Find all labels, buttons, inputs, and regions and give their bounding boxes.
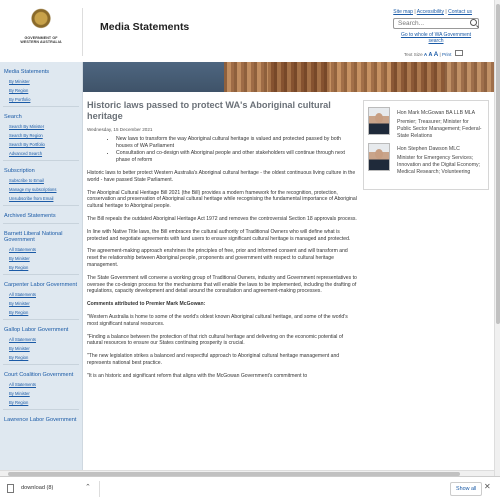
site-header xyxy=(0,0,494,62)
vertical-scrollbar[interactable] xyxy=(494,0,500,476)
text-size-controls: Text Size A A A | Print xyxy=(404,50,463,58)
sidebar-divider xyxy=(3,205,79,206)
article-paragraph: Historic laws to better protect Western Australia's Aboriginal cultural heritage - the oldest continuous living culture in the world - have passed State Parliament. xyxy=(87,170,356,183)
sidebar-divider xyxy=(3,274,79,275)
quote-paragraph: "Finding a balance between the protection of that rich cultural heritage and delivering on the economic potential of natural resources to ensure our States continuing prosperity is crucial. xyxy=(87,333,344,347)
sidebar-link[interactable]: By Region xyxy=(9,265,29,270)
article xyxy=(87,100,357,380)
sidebar-section-title[interactable]: Barnett Liberal National Government xyxy=(4,231,63,243)
sidebar-link[interactable]: Advanced Search xyxy=(9,151,43,156)
sidebar-divider xyxy=(3,106,79,107)
search-icon[interactable] xyxy=(470,19,477,26)
article-date: Wednesday, 15 December 2021 xyxy=(87,127,153,132)
sidebar-link[interactable]: By Region xyxy=(9,88,29,93)
minister-role: Premier; Treasurer; Minister for Public Sector Management; Federal-State Relations xyxy=(397,119,482,139)
sidebar-divider xyxy=(3,223,79,224)
sidebar-section-title[interactable]: Carpenter Labor Government xyxy=(4,282,78,288)
sidebar-link[interactable]: By Minister xyxy=(9,391,30,396)
sidebar-section-title[interactable]: Lawrence Labor Government xyxy=(4,417,77,423)
sidebar-section-title[interactable]: Search xyxy=(4,114,22,120)
accessibility-link[interactable]: Accessibility xyxy=(416,9,445,15)
minister-role: Minister for Emergency Services; Innovation and the Digital Economy; Medical Research; Volunteering xyxy=(397,155,481,175)
sidebar-link[interactable]: By Minister xyxy=(9,346,30,351)
summary-bullet: • New laws to transform the way Aboriginal cultural heritage is valued and protected passed by both houses of WA Parliament xyxy=(116,136,357,150)
summary-bullet: • Consultation and co-design with Aboriginal people and other stakeholders will continue through next phase of reform xyxy=(116,150,357,164)
printer-icon[interactable] xyxy=(455,50,463,56)
sidebar-link[interactable]: By Minister xyxy=(9,301,30,306)
sidebar-link[interactable]: By Portfolio xyxy=(9,97,31,102)
close-icon[interactable]: ✕ xyxy=(484,482,491,491)
quote-heading: Comments attributed to Premier Mark McGowan: xyxy=(87,301,206,308)
sidebar-section-title[interactable]: Archived Statements xyxy=(4,213,56,219)
quote-paragraph: "It is an historic and significant reform that aligns with the McGowan Government's commitment to xyxy=(87,372,308,379)
logo-text-line-2: WESTERN AUSTRALIA xyxy=(20,40,62,45)
sidebar-divider xyxy=(3,160,79,161)
sidebar-link[interactable]: Manage my subscriptions xyxy=(9,187,57,192)
sidebar-link[interactable]: By Region xyxy=(9,400,29,405)
show-all-button[interactable]: Show all xyxy=(450,482,482,496)
search-input[interactable] xyxy=(393,18,479,29)
minister-name[interactable]: Hon Stephen Dawson MLC xyxy=(397,146,460,152)
logo-text-line-1: GOVERNMENT OF xyxy=(24,36,58,40)
header-divider xyxy=(82,8,83,56)
file-icon xyxy=(7,484,14,493)
text-size-small[interactable]: A xyxy=(423,52,428,57)
chevron-up-icon[interactable]: ⌃ xyxy=(85,484,91,491)
sidebar-link[interactable]: All Statements xyxy=(9,382,36,387)
sidebar-divider xyxy=(3,364,79,365)
sidebar-link[interactable]: By Minister xyxy=(9,256,30,261)
sidebar-link[interactable]: All Statements xyxy=(9,292,36,297)
article-paragraph: In line with Native Title laws, the Bill embraces the cultural authority of Traditional Owners who will define what is protected and negotiate agreements with land users to ensure significant cultural heritage is managed and protected. xyxy=(87,228,351,242)
ministers-panel xyxy=(363,100,489,190)
top-links: Site map | Accessibility | Contact us xyxy=(393,9,472,15)
sidebar-section-title[interactable]: Gallop Labor Government xyxy=(4,327,69,333)
sidebar-section-title[interactable]: Subscription xyxy=(4,168,35,174)
sidebar-link[interactable]: Search By Minister xyxy=(9,124,45,129)
sidebar-link[interactable]: Subscribe to Email xyxy=(9,178,44,183)
minister-photo xyxy=(368,107,390,135)
sidebar-section-title[interactable]: Media Statements xyxy=(4,69,50,75)
coat-of-arms-icon xyxy=(29,8,53,34)
contact-link[interactable]: Contact us xyxy=(448,9,472,15)
article-paragraph: The Bill repeals the outdated Aboriginal Heritage Act 1972 and removes the controversial Section 18 approvals process. xyxy=(87,215,357,222)
download-divider xyxy=(99,481,100,497)
article-paragraph: The Aboriginal Cultural Heritage Bill 2021 (the Bill) provides a modern framework for the recognition, protection, conservation and preservation of Aboriginal cultural heritage while recognising the fundamental importance of Aboriginal cultural heritage to Aboriginal people. xyxy=(87,189,357,210)
download-item[interactable]: download (8) xyxy=(21,485,54,491)
sidebar-link[interactable]: By Region xyxy=(9,310,29,315)
article-paragraph: The agreement-making approach enshrines the principles of free, prior and informed consent and will transform and reset the relationship between Aboriginal people, proponents and government with respect to cultural heritage management. xyxy=(87,248,348,268)
text-size-label: Text Size xyxy=(404,52,423,57)
print-link[interactable]: Print xyxy=(441,52,452,57)
scrollbar-thumb[interactable] xyxy=(496,4,500,324)
quote-paragraph: "Western Australia is home to some of the world's oldest known Aboriginal cultural heritage, and some of the world's most significant natural resources. xyxy=(87,313,348,327)
sidebar-link[interactable]: Search By Region xyxy=(9,133,43,138)
article-title: Historic laws passed to protect WA's Aboriginal cultural heritage xyxy=(87,100,331,121)
sitemap-link[interactable]: Site map xyxy=(393,9,413,15)
article-paragraph: The State Government will convene a working group of Traditional Owners, industry and Government representatives to oversee the co-design process for the mechanisms that will enable the laws to be implemented, including the drafting of regulations, capacity development and detail around the consultation and agreement-making processes. xyxy=(87,274,357,295)
sidebar-link[interactable]: All Statements xyxy=(9,247,36,252)
wa-government-logo[interactable] xyxy=(18,8,64,52)
sidebar-divider xyxy=(3,319,79,320)
text-size-medium[interactable]: A xyxy=(428,52,433,58)
sidebar-link[interactable]: By Minister xyxy=(9,79,30,84)
sidebar-link[interactable]: All Statements xyxy=(9,337,36,342)
quote-paragraph: "The new legislation strikes a balanced and respectful approach to Aboriginal cultural heritage management and represents national best practice. xyxy=(87,353,340,366)
summary-bullets xyxy=(87,136,357,164)
header-banner-image xyxy=(83,62,494,92)
sidebar-section-title[interactable]: Court Coalition Government xyxy=(4,372,74,378)
text-size-large[interactable]: A xyxy=(433,51,439,58)
minister-photo xyxy=(368,143,390,171)
whole-of-government-search-link[interactable]: Go to whole of WA Government search xyxy=(400,32,472,44)
minister-name[interactable]: Hon Mark McGowan BA LLB MLA xyxy=(397,110,476,116)
sidebar-link[interactable]: By Region xyxy=(9,355,29,360)
sidebar xyxy=(0,62,83,470)
site-title: Media Statements xyxy=(100,21,190,33)
sidebar-link[interactable]: Unsubscribe from Email xyxy=(9,196,54,201)
download-bar xyxy=(0,476,500,501)
sidebar-divider xyxy=(3,409,79,410)
sidebar-link[interactable]: Search By Portfolio xyxy=(9,142,45,147)
